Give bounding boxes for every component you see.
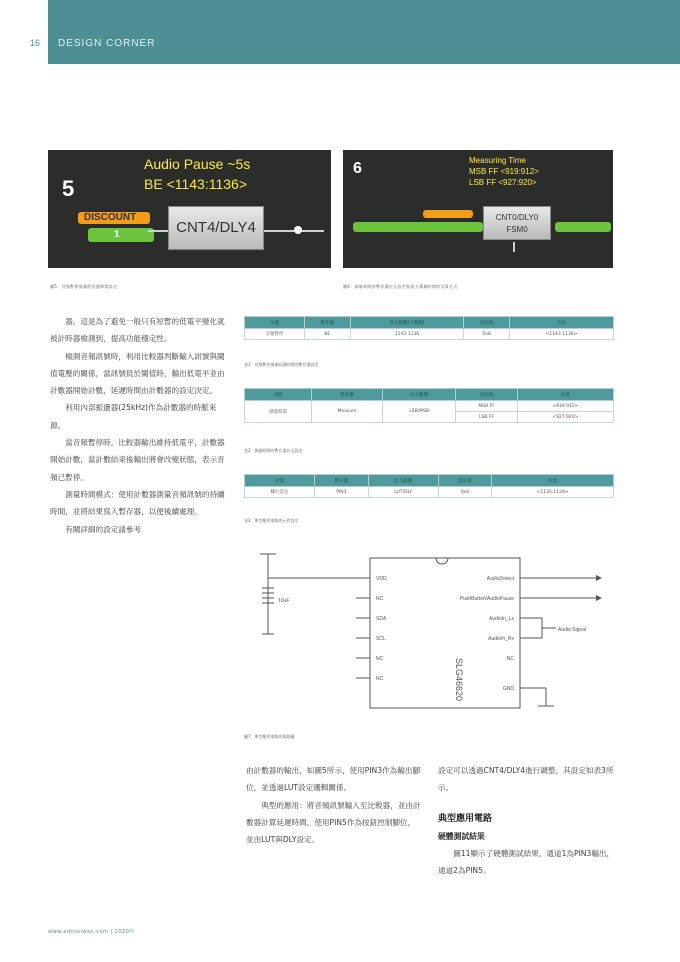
wire xyxy=(148,230,168,232)
section-heading: 典型應用電路 xyxy=(438,813,493,824)
table-cell: PIN3 xyxy=(315,487,369,498)
column-header: 暫存器 xyxy=(304,317,350,329)
table-caption: 表1：音頻暫停偵測延遲時間的暫存器設定 xyxy=(244,362,319,367)
pin-label: SDA xyxy=(376,616,387,622)
body-column-right xyxy=(438,762,616,880)
pin-label: PushButton/AudioPause xyxy=(459,596,514,602)
table-2 xyxy=(244,388,614,423)
table-cell: <1143:1136> xyxy=(509,329,613,340)
schematic-diagram xyxy=(246,538,616,728)
table-cell: <927:920> xyxy=(517,412,613,423)
table-1 xyxy=(244,316,614,340)
column-header: 設定值 xyxy=(438,475,492,487)
body-column-left xyxy=(50,313,226,538)
footer: www.edntaiwan.com | 2020年 xyxy=(48,929,135,935)
table-caption: 表2：測量時間的暫存器位元設定 xyxy=(244,448,303,453)
paragraph: 器，這是為了避免一般只有短暫的低電平變化就被計時器檢測到，提高功能穩定性。 xyxy=(50,317,225,344)
table-cell: <919:912> xyxy=(517,401,613,412)
figure-caption: 圖5：音頻暫停偵測的延遲時間設定 xyxy=(50,284,118,289)
column-header: 位址 xyxy=(509,317,613,329)
table-cell: 音頻暫停 xyxy=(245,329,305,340)
table-row xyxy=(245,487,614,498)
table-cell: 測量時間 xyxy=(245,401,312,423)
paragraph: 圖11顯示了硬體測試結果，通道1為PIN3輸出，通道2為PIN5。 xyxy=(438,849,615,876)
column-header: 功能 xyxy=(245,389,312,401)
pin-label: GND xyxy=(502,686,514,692)
column-header: 功能 xyxy=(245,317,305,329)
table-cell: 0x0 xyxy=(438,487,492,498)
table-cell: 1143:1136 xyxy=(350,329,464,340)
pin-tag xyxy=(423,210,473,218)
counter-block xyxy=(483,206,551,240)
figure-title-line: LSB FF <927:920> xyxy=(469,178,537,187)
pin-label: SCL xyxy=(376,636,386,642)
table-cell: LUT/DLY xyxy=(368,487,438,498)
section-subheading: 硬體測試結果 xyxy=(438,831,485,841)
table-3 xyxy=(244,474,614,498)
column-header: 位元範圍 xyxy=(383,389,456,401)
table-cell: LSB/MSB xyxy=(383,401,456,423)
pin-label: AudioDetect xyxy=(486,576,514,582)
figure-number: 5 xyxy=(62,176,75,201)
paragraph: 測量時間模式：使用計數器測量音頻訊號的持續時間，並將結果寫入暫存器，以便後續處理。 xyxy=(50,489,225,517)
column-header: 暫存器 xyxy=(315,475,369,487)
counter-block: CNT4/DLY4 xyxy=(168,206,264,250)
paragraph: 由計數器的輸出，如圖5所示，使用PIN3作為輸出腳位，並透過LUT設定邏輯關係。 xyxy=(246,766,421,793)
column-header: 位址 xyxy=(517,389,613,401)
paragraph: 當音頻暫停時，比較器輸出維持低電平，計數器開始計數，當計數結束後輸出將會改變狀態，表示音頻已暫停。 xyxy=(50,438,225,482)
paragraph: 典型的應用：將音頻訊號輸入至比較器，並由計數器計算延遲時間，使用PIN5作為按鈕控制腳位，並由LUT與DLY設定。 xyxy=(246,800,421,845)
table-cell: <1135:1128> xyxy=(492,487,614,498)
table-cell: MSB FF xyxy=(456,401,518,412)
column-header: 設定值 xyxy=(456,389,518,401)
figure-title-line: Measuring Time xyxy=(469,156,526,165)
header-band xyxy=(48,0,680,64)
paragraph: 有關詳細的設定請參考 xyxy=(65,524,142,534)
figure-6 xyxy=(343,150,613,268)
page-number: 16 xyxy=(30,38,41,48)
figure-number: 6 xyxy=(353,160,362,177)
block-sublabel: FSM0 xyxy=(506,225,528,234)
table-caption: 表3：典型應用電路的元件設定 xyxy=(244,518,299,523)
column-header: 位址 xyxy=(492,475,614,487)
block-label: CNT0/DLY0 xyxy=(495,213,539,222)
signal-tag xyxy=(88,228,154,242)
table-row xyxy=(245,329,614,340)
figure-title-line: MSB FF <919:912> xyxy=(469,167,539,176)
column-header: 設定值 xyxy=(464,317,510,329)
figure-caption: 圖7：典型應用電路的電路圖 xyxy=(244,734,295,739)
table-cell: Measure xyxy=(312,401,383,423)
figure-5 xyxy=(48,150,331,268)
column-header: 暫存器 xyxy=(312,389,383,401)
figure-title-line: Audio Pause ~5s xyxy=(144,156,251,172)
pin-label: NC xyxy=(506,656,514,662)
table-row xyxy=(245,401,614,412)
figure-title-line: BE <1143:1136> xyxy=(144,176,248,192)
body-column-middle xyxy=(246,762,422,848)
output-tag xyxy=(555,222,611,232)
table-cell: LSB FF xyxy=(456,412,518,423)
pin-label: NC xyxy=(376,596,384,602)
paragraph: 檢測音頻訊號時，利用比較器判斷輸入訊號與閾值電壓的關係，當訊號低於閾值時，輸出低電平並由計數器開始計數，延遲時間由計數器的設定決定。 xyxy=(50,351,225,396)
wire-node xyxy=(294,226,302,234)
wire xyxy=(304,230,324,232)
table-cell: 0x8 xyxy=(464,329,510,340)
column-header: 功能 xyxy=(245,475,315,487)
paragraph: 利用內部振盪器(25kHz)作為計數器的時脈來源。 xyxy=(50,403,217,430)
pin-label: AudioIn_Rx xyxy=(488,636,514,642)
column-header: 位元範圍(十進制) xyxy=(350,317,464,329)
signal-tag xyxy=(353,222,483,232)
table-cell: 腳位設定 xyxy=(245,487,315,498)
pin-label: NC xyxy=(376,656,384,662)
pin-label: NC xyxy=(376,676,384,682)
capacitor-label: 10uF xyxy=(278,598,290,604)
pin-label: VDD xyxy=(376,576,387,582)
pin-tag-label: DISCOUNT xyxy=(84,212,137,223)
pin-label: AudioIn_Lx xyxy=(488,616,514,622)
signal-label: Audio Signal xyxy=(558,627,587,633)
wire xyxy=(513,242,515,252)
column-header: 位元範圍 xyxy=(368,475,438,487)
signal-tag-label: 1 xyxy=(114,229,120,240)
section-title: DESIGN CORNER xyxy=(58,38,156,49)
table-cell: BE xyxy=(304,329,350,340)
figure-caption: 圖6：測量時間的暫存器位元設定與最大測量時間的計算方式 xyxy=(343,284,458,289)
paragraph: 設定可以透過CNT4/DLY4進行調整，其設定如表3所示。 xyxy=(438,766,614,793)
chip-label: SLG46620 xyxy=(454,658,464,702)
